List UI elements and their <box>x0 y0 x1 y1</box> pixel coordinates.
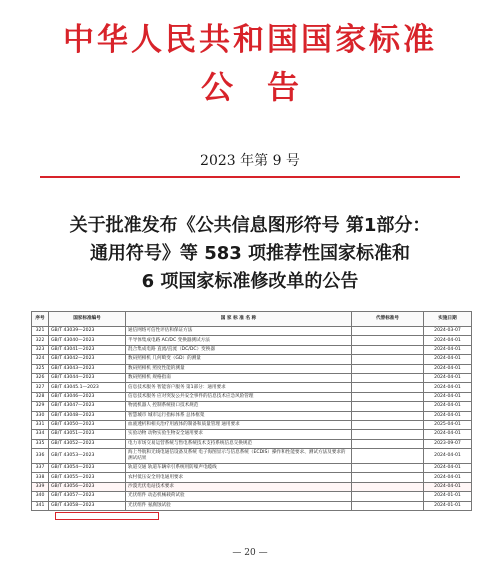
cell-code: GB/T 43040—2023 <box>49 336 126 345</box>
cell-seq: 331 <box>32 420 49 429</box>
cell-replaced <box>352 411 424 420</box>
document-title-line: 关于批准发布《公共信息图形符号 第1部分： <box>69 215 431 236</box>
cell-replaced <box>352 430 424 439</box>
cell-code: GB/T 43057—2023 <box>49 492 126 501</box>
cell-name: 农村低压安全用电通用要求 <box>126 473 352 482</box>
cell-name: 数码照相机 规格指南 <box>126 373 352 382</box>
table-row <box>32 420 472 429</box>
cell-seq: 324 <box>32 355 49 364</box>
table-row <box>32 373 472 382</box>
cell-seq: 323 <box>32 345 49 354</box>
cell-seq: 329 <box>32 402 49 411</box>
cell-date: 2024-04-01 <box>424 364 472 373</box>
cell-date: 2024-04-01 <box>424 402 472 411</box>
cell-seq: 321 <box>32 327 49 336</box>
cell-seq: 340 <box>32 492 49 501</box>
cell-name: 混合集成电路 直流/直流（DC/DC）变换器 <box>126 345 352 354</box>
cell-date: 2024-04-01 <box>424 473 472 482</box>
table-row <box>32 345 472 354</box>
cell-code: GB/T 43056—2023 <box>49 482 126 491</box>
cell-code: GB/T 43042—2023 <box>49 355 126 364</box>
cell-seq: 322 <box>32 336 49 345</box>
cell-replaced <box>352 383 424 392</box>
cell-code: GB/T 43053—2023 <box>49 449 126 464</box>
issue-number: 2023 年第 9 号 <box>200 153 300 169</box>
cell-date: 2024-04-01 <box>424 345 472 354</box>
cell-code: GB/T 43044—2023 <box>49 373 126 382</box>
header-subtitle: 公告 <box>200 68 333 106</box>
cell-seq: 339 <box>32 482 49 491</box>
cell-date: 2024-04-01 <box>424 355 472 364</box>
table-row <box>32 383 472 392</box>
header-code: 国家标准编号 <box>49 312 126 327</box>
table-header-row <box>32 312 472 327</box>
cell-seq: 337 <box>32 464 49 473</box>
cell-name: 轨道交通 轨道车辆牵引系统用防噪声电缆线 <box>126 464 352 473</box>
table-row <box>32 355 472 364</box>
cell-replaced <box>352 327 424 336</box>
cell-seq: 330 <box>32 411 49 420</box>
cell-seq: 325 <box>32 364 49 373</box>
cell-replaced <box>352 439 424 448</box>
cell-name: 物流机器人 控制系统接口技术规范 <box>126 402 352 411</box>
cell-seq: 336 <box>32 449 49 464</box>
table-row <box>32 482 472 491</box>
red-divider <box>40 176 460 178</box>
cell-code: GB/T 43058—2023 <box>49 501 126 510</box>
cell-seq: 327 <box>32 383 49 392</box>
cell-name: 海上导航和无线电通信设备及系统 电子海图显示与信息系统（ECDIS）操作和性能要求、测试方法及要求的测试结果 <box>126 449 352 464</box>
cell-name: 光伏组件 氨腐蚀试验 <box>126 501 352 510</box>
table-row <box>32 402 472 411</box>
table-row <box>32 336 472 345</box>
cell-replaced <box>352 482 424 491</box>
table-row <box>32 327 472 336</box>
table-row <box>32 501 472 510</box>
table-row <box>32 492 472 501</box>
cell-replaced <box>352 473 424 482</box>
highlight-box <box>55 512 159 520</box>
cell-name: 沙漠光伏电站技术要求 <box>126 482 352 491</box>
cell-name: 电力市场交易运营系统与售电系统技术支持系统信息交换规范 <box>126 439 352 448</box>
table-body <box>32 327 472 511</box>
cell-code: GB/T 43043—2023 <box>49 364 126 373</box>
cell-code: GB/T 43050—2023 <box>49 420 126 429</box>
cell-code: GB/T 43045.1—2023 <box>49 383 126 392</box>
table-row <box>32 464 472 473</box>
document-title <box>20 212 480 296</box>
cell-name: 血液透析和相关治疗用液体的制备和质量管理 通用要求 <box>126 420 352 429</box>
cell-name: 智慧城市 城市运行指标体系 总体框架 <box>126 411 352 420</box>
cell-date: 2024-04-01 <box>424 464 472 473</box>
table-row <box>32 439 472 448</box>
cell-date: 2024-04-01 <box>424 383 472 392</box>
cell-date: 2024-04-01 <box>424 392 472 401</box>
table-row <box>32 364 472 373</box>
cell-date: 2024-03-07 <box>424 327 472 336</box>
table-row <box>32 473 472 482</box>
cell-replaced <box>352 336 424 345</box>
cell-replaced <box>352 402 424 411</box>
cell-date: 2024-04-01 <box>424 482 472 491</box>
cell-date: 2025-04-01 <box>424 420 472 429</box>
cell-name: 半导体集成电路 AC/DC 变换器测试方法 <box>126 336 352 345</box>
cell-name: 数码照相机 几何畸变（GD）的测量 <box>126 355 352 364</box>
cell-replaced <box>352 449 424 464</box>
header-date: 实施日期 <box>424 312 472 327</box>
cell-code: GB/T 43046—2023 <box>49 392 126 401</box>
cell-replaced <box>352 464 424 473</box>
cell-name: 信息技术服务 应对突发公共安全事件的信息技术应急风险管理 <box>126 392 352 401</box>
cell-seq: 326 <box>32 373 49 382</box>
cell-replaced <box>352 501 424 510</box>
cell-name: 通信网络可信性评估和保证方法 <box>126 327 352 336</box>
cell-code: GB/T 43048—2023 <box>49 411 126 420</box>
cell-replaced <box>352 364 424 373</box>
cell-code: GB/T 43051—2023 <box>49 430 126 439</box>
cell-name: 信息技术服务 智能客户服务 第1部分：通用要求 <box>126 383 352 392</box>
document-title-line: 通用符号》等 583 项推荐性国家标准和 <box>89 243 411 264</box>
cell-name: 实验动物 动物实验生物安全通用要求 <box>126 430 352 439</box>
cell-date: 2024-01-01 <box>424 501 472 510</box>
cell-date: 2024-04-01 <box>424 336 472 345</box>
cell-code: GB/T 43055—2023 <box>49 473 126 482</box>
cell-seq: 328 <box>32 392 49 401</box>
cell-code: GB/T 43054—2023 <box>49 464 126 473</box>
cell-replaced <box>352 420 424 429</box>
cell-code: GB/T 43047—2023 <box>49 402 126 411</box>
table-row <box>32 449 472 464</box>
cell-seq: 335 <box>32 439 49 448</box>
document-title-line: 6 项国家标准修改单的公告 <box>141 271 359 292</box>
cell-replaced <box>352 392 424 401</box>
table-row <box>32 392 472 401</box>
cell-name: 数码照相机 照度性能的测量 <box>126 364 352 373</box>
cell-date: 2024-04-01 <box>424 430 472 439</box>
cell-seq: 334 <box>32 430 49 439</box>
cell-replaced <box>352 373 424 382</box>
standards-table <box>31 311 472 511</box>
cell-name: 光伏组件 动态机械载荷试验 <box>126 492 352 501</box>
cell-replaced <box>352 492 424 501</box>
header-replaced: 代替标准号 <box>352 312 424 327</box>
cell-date: 2024-04-01 <box>424 373 472 382</box>
table-row <box>32 430 472 439</box>
header-title: 中华人民共和国国家标准 <box>63 22 437 58</box>
cell-replaced <box>352 345 424 354</box>
cell-seq: 338 <box>32 473 49 482</box>
cell-replaced <box>352 355 424 364</box>
page-number: — 20 — <box>232 548 268 558</box>
cell-date: 2024-04-01 <box>424 449 472 464</box>
cell-date: 2024-04-01 <box>424 411 472 420</box>
header-seq: 序号 <box>32 312 49 327</box>
cell-code: GB/T 43041—2023 <box>49 345 126 354</box>
table-row <box>32 411 472 420</box>
cell-date: 2023-09-07 <box>424 439 472 448</box>
cell-code: GB/T 43052—2023 <box>49 439 126 448</box>
header-name: 国 家 标 准 名 称 <box>126 312 352 327</box>
cell-date: 2024-01-01 <box>424 492 472 501</box>
cell-code: GB/T 43039—2023 <box>49 327 126 336</box>
cell-seq: 341 <box>32 501 49 510</box>
